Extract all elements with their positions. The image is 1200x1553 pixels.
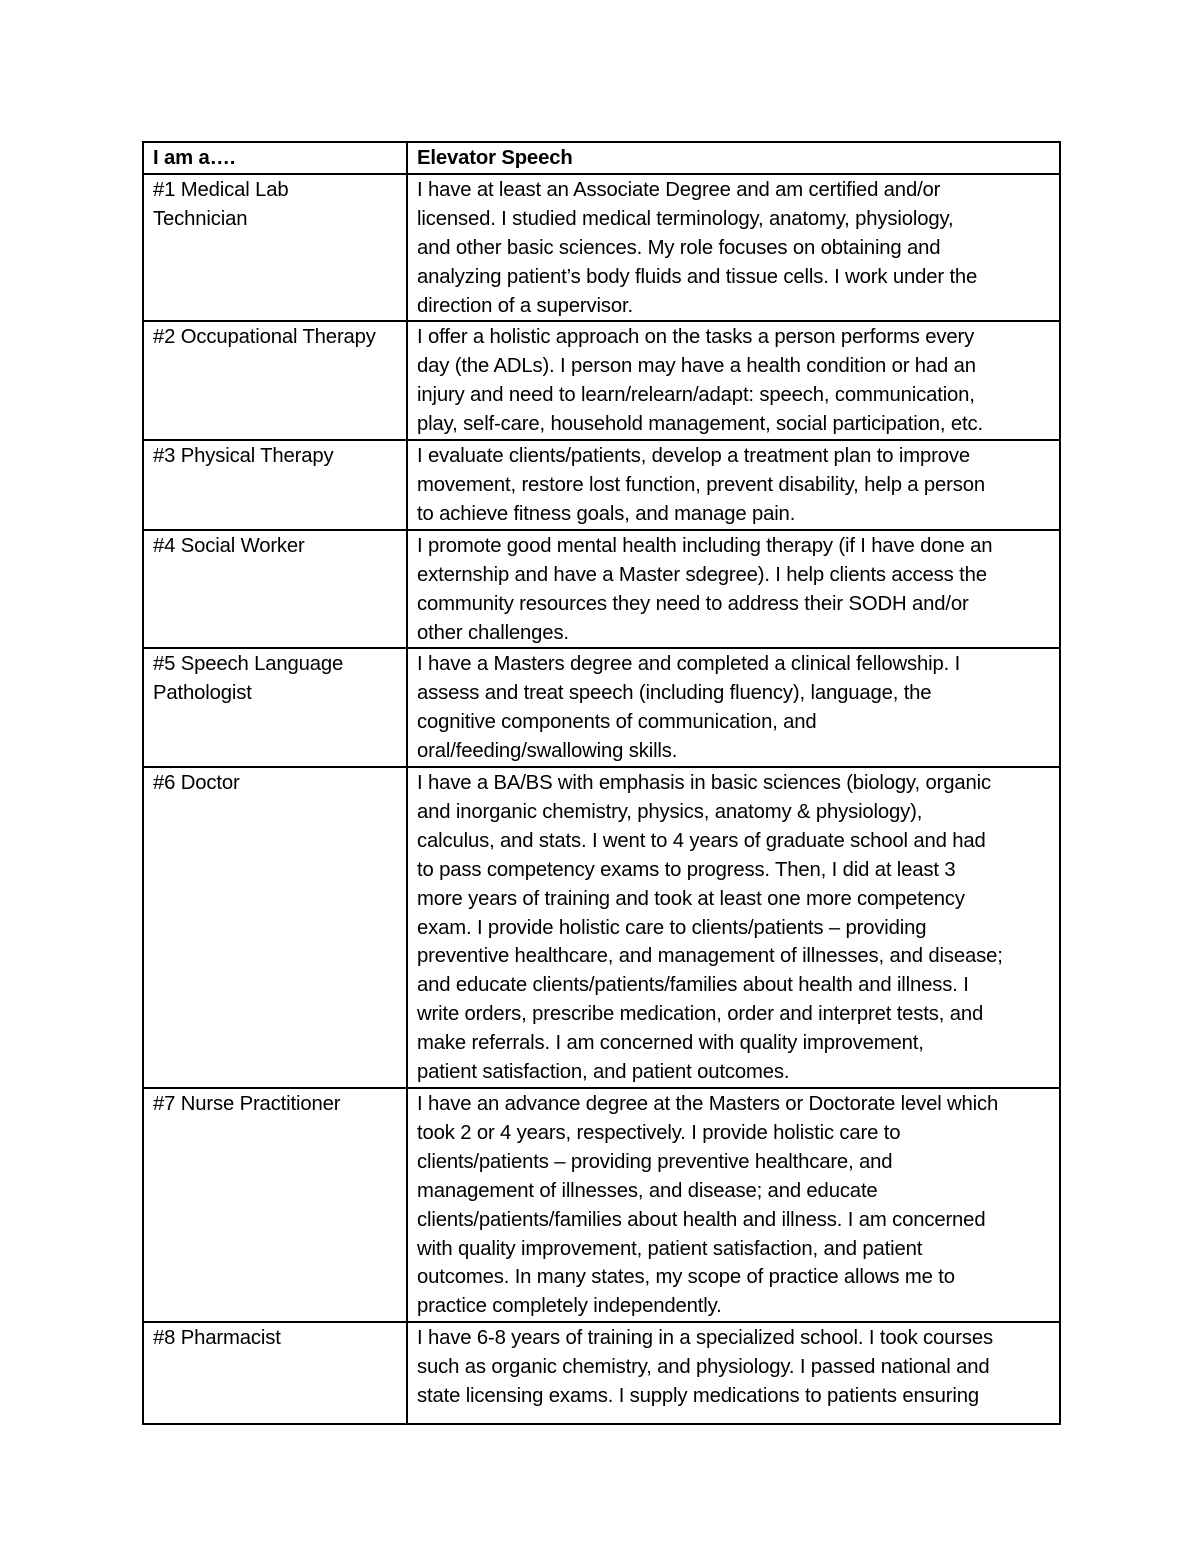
role-text: #8 Pharmacist (153, 1327, 281, 1350)
role-cell (143, 1088, 407, 1322)
elevator-speech-table (142, 141, 1061, 1425)
speech-cell (407, 174, 1060, 322)
speech-cell (407, 321, 1060, 440)
speech-text: I have 6-8 years of training in a specialized school. I took courses such as organic chemistry, and physiology. I passed national and state licensing exams. I supply medications to patients ensuring (417, 1327, 994, 1408)
role-cell (143, 440, 407, 530)
role-text: #3 Physical Therapy (153, 445, 334, 468)
header-role-label: I am a…. (153, 147, 236, 169)
role-cell (143, 321, 407, 440)
table-header-row (143, 142, 1060, 174)
table-row (143, 648, 1060, 767)
table-row (143, 767, 1060, 1088)
header-speech-label: Elevator Speech (417, 147, 573, 169)
speech-text: I have a Masters degree and completed a clinical fellowship. I assess and treat speech (including fluency), language, the cognitive components of communication, and oral/feeding/swallowing skills. (417, 653, 961, 763)
role-cell (143, 1322, 407, 1424)
role-text: #5 Speech Language Pathologist (153, 653, 344, 705)
table-row (143, 530, 1060, 649)
speech-text: I evaluate clients/patients, develop a treatment plan to improve movement, restore lost function, prevent disability, help a person to achieve fitness goals, and manage pain. (417, 445, 986, 525)
role-text: #4 Social Worker (153, 534, 305, 557)
header-speech (407, 142, 1060, 174)
speech-text: I have at least an Associate Degree and am certified and/or licensed. I studied medical terminology, anatomy, physiology, and other basic sciences. My role focuses on obtaining and analyzing patient’s body fluids and tissue cells. I work under the direction of a supervisor. (417, 178, 978, 317)
speech-cell (407, 530, 1060, 649)
speech-cell (407, 440, 1060, 530)
table-row (143, 1322, 1060, 1424)
speech-cell (407, 1322, 1060, 1424)
speech-cell (407, 1088, 1060, 1322)
role-text: #6 Doctor (153, 772, 240, 795)
role-text: #7 Nurse Practitioner (153, 1093, 341, 1115)
speech-cell (407, 767, 1060, 1088)
speech-text: I have an advance degree at the Masters or Doctorate level which took 2 or 4 years, respectively. I provide holistic care to clients/patients – providing preventive healthcare, and management of illnesses, and disease; and educate clients/patients/families about health and illness. I am concerned with quality improvement, patient satisfaction, and patient outcomes. In many states, my scope of practice allows me to practice completely independently. (417, 1093, 999, 1318)
table-row (143, 440, 1060, 530)
role-text: #1 Medical Lab Technician (153, 178, 289, 230)
speech-cell (407, 648, 1060, 767)
speech-text: I offer a holistic approach on the tasks a person performs every day (the ADLs). I person may have a health condition or had an injury and need to learn/relearn/adapt: speech, communication, play, self-care, household management, social participation, etc. (417, 326, 983, 436)
role-cell (143, 648, 407, 767)
table-row (143, 174, 1060, 322)
table-row (143, 321, 1060, 440)
table-row (143, 1088, 1060, 1322)
role-text: #2 Occupational Therapy (153, 326, 376, 349)
speech-text: I promote good mental health including therapy (if I have done an externship and have a Master sdegree). I help clients access the community resources they need to address their SODH and/or other challenges. (417, 534, 993, 644)
role-cell (143, 767, 407, 1088)
role-cell (143, 530, 407, 649)
header-role (143, 142, 407, 174)
role-cell (143, 174, 407, 322)
speech-text: I have a BA/BS with emphasis in basic sciences (biology, organic and inorganic chemistry, physics, anatomy & physiology), calculus, and stats. I went to 4 years of graduate school and had to pass competency exams to progress. Then, I did at least 3 more years of training and took at least one more competency exam. I provide holistic care to clients/patients – providing preventive healthcare, and management of illnesses, and disease; and educate clients/patients/families about health and illness. I write orders, prescribe medication, order and interpret tests, and make referrals. I am concerned with quality improvement, patient satisfaction, and patient outcomes. (417, 772, 1003, 1084)
